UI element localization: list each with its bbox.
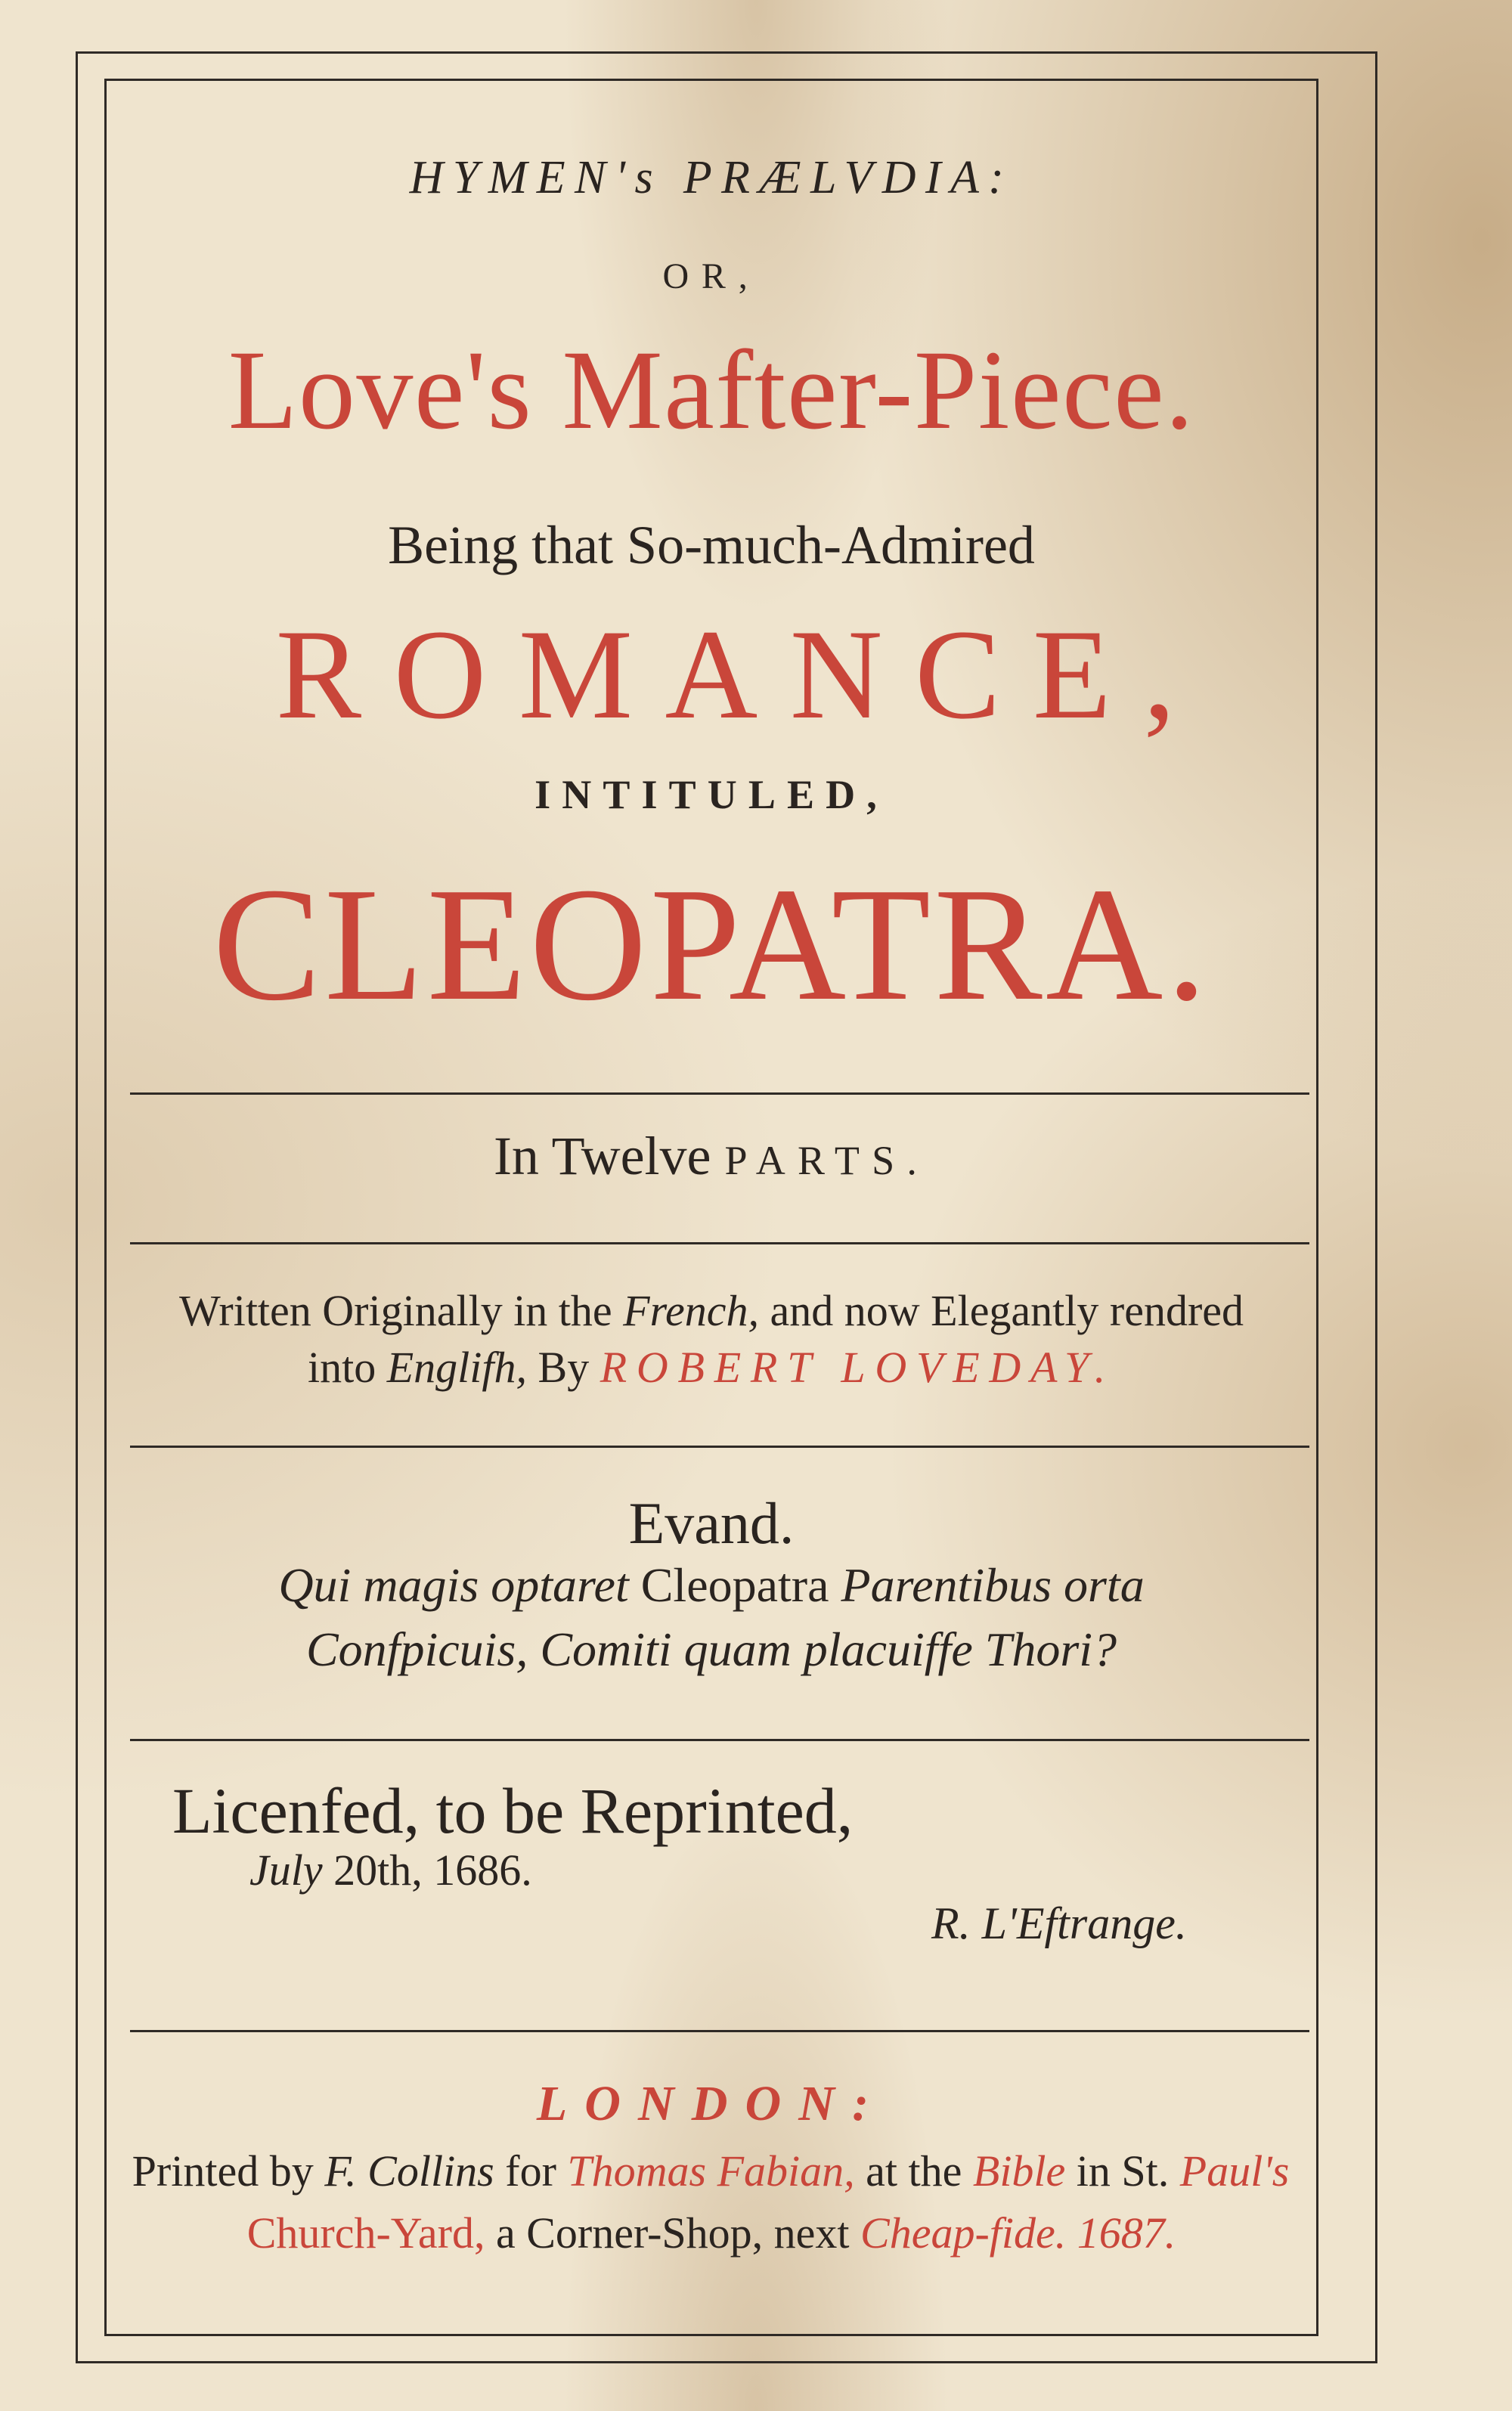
divider-rule xyxy=(130,2030,1309,2032)
divider-rule xyxy=(130,1092,1309,1095)
license-line: Licenfed, to be Reprinted, xyxy=(172,1774,854,1847)
running-title: HYMEN's PRÆLVDIA: xyxy=(409,152,1014,203)
epigraph-attribution: Evand. xyxy=(628,1490,795,1556)
romance-heading: ROMANCE, xyxy=(275,603,1208,745)
epigraph-line-2: Confpicuis, Comiti quam placuiffe Thori? xyxy=(305,1622,1117,1676)
cleopatra-heading: CLEOPATRA. xyxy=(212,854,1210,1034)
translation-line-1: Written Originally in the French, and now Elegantly rendred xyxy=(178,1286,1244,1335)
translation-line-2: into Englifh, By ROBERT LOVEDAY. xyxy=(308,1343,1115,1392)
license-date: July 20th, 1686. xyxy=(249,1845,532,1895)
translator-name: ROBERT LOVEDAY. xyxy=(600,1343,1115,1392)
imprint-line-1: Printed by F. Collins for Thomas Fabian, at the Bible in St. Paul's xyxy=(132,2146,1290,2196)
licenser-name: R. L'Eftrange. xyxy=(931,1898,1187,1948)
divider-rule xyxy=(130,1446,1309,1448)
imprint-city: LONDON: xyxy=(536,2076,887,2131)
divider-rule xyxy=(130,1242,1309,1244)
divider-rule xyxy=(130,1739,1309,1741)
main-title: Love's Mafter-Piece. xyxy=(228,327,1195,453)
subtitle-line: Being that So-much-Admired xyxy=(388,515,1035,575)
epigraph-line-1: Qui magis optaret Cleopatra Parentibus orta xyxy=(278,1558,1145,1612)
imprint-line-2: Church-Yard, a Corner-Shop, next Cheap-fide. 1687. xyxy=(246,2208,1176,2258)
parts-line: In Twelve PARTS. xyxy=(493,1126,930,1186)
or-line: OR, xyxy=(662,256,761,296)
intituled-line: INTITULED, xyxy=(534,772,888,817)
